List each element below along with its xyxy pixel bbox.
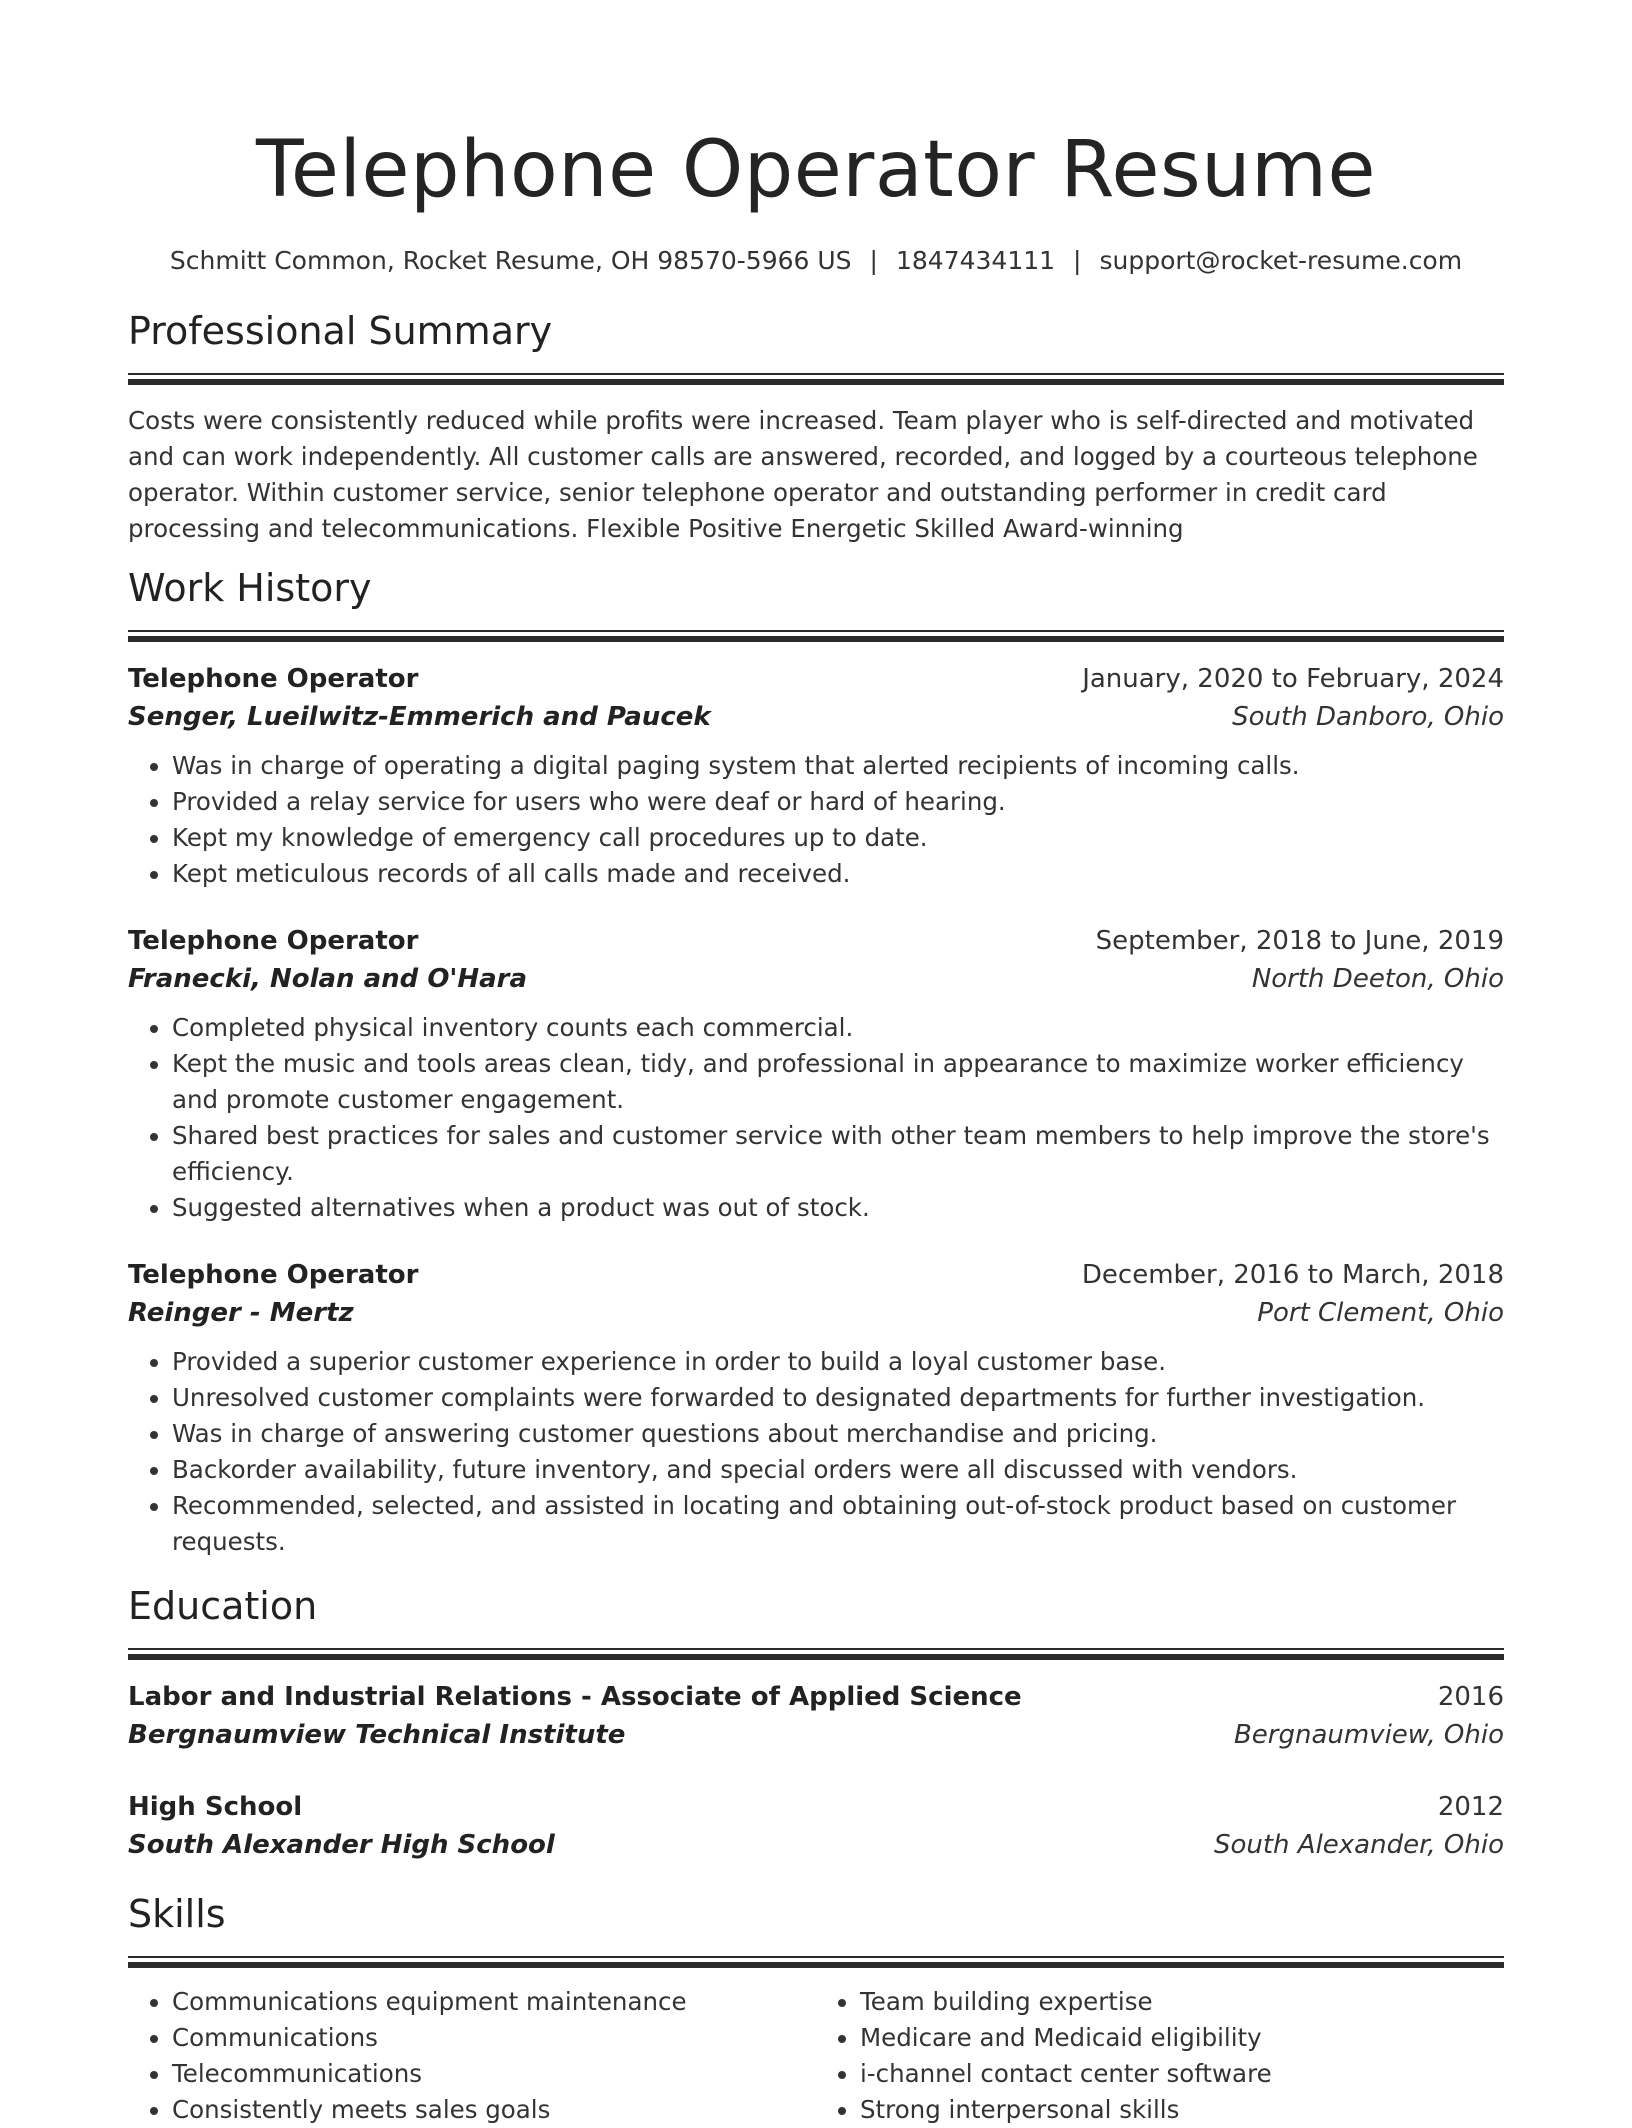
education-degree: High School	[128, 1792, 303, 1822]
section-heading-skills: Skills	[128, 1892, 226, 1936]
list-item: • Kept my knowledge of emergency call procedures up to date.	[172, 820, 1504, 856]
education-location: Bergnaumview, Ohio	[1233, 1720, 1504, 1750]
education-year: 2012	[1437, 1792, 1504, 1822]
list-item: • Communications equipment maintenance	[172, 1984, 816, 2020]
job-entry	[128, 1256, 1504, 1560]
job-company: Senger, Lueilwitz-Emmerich and Paucek	[128, 702, 711, 732]
section-heading-summary: Professional Summary	[128, 309, 553, 353]
list-item: • Kept the music and tools areas clean, tidy, and professional in appearance to maximize worker efficiency and promote customer engagement.	[172, 1046, 1504, 1118]
section-divider	[128, 630, 1504, 644]
job-location: South Danboro, Ohio	[1232, 702, 1504, 732]
skills-list-right	[816, 1984, 1504, 2128]
education-section	[128, 1580, 1504, 1864]
job-title: Telephone Operator	[128, 926, 419, 956]
list-item: • i-channel contact center software	[860, 2056, 1504, 2092]
skills-list-left	[128, 1984, 816, 2128]
contact-address: Schmitt Common, Rocket Resume, OH 98570-5966 US	[169, 246, 852, 275]
list-item: • Strong interpersonal skills	[860, 2092, 1504, 2128]
resume-title: Telephone Operator Resume	[255, 125, 1377, 215]
list-item: • Provided a superior customer experience in order to build a loyal customer base.	[172, 1344, 1504, 1380]
job-bullets	[128, 1344, 1504, 1560]
contact-line	[128, 244, 1504, 278]
education-entry	[128, 1788, 1504, 1864]
section-divider	[128, 1648, 1504, 1662]
list-item: • Telecommunications	[172, 2056, 816, 2092]
list-item: • Recommended, selected, and assisted in locating and obtaining out-of-stock product based on customer requests.	[172, 1488, 1504, 1560]
list-item: • Was in charge of answering customer questions about merchandise and pricing.	[172, 1416, 1504, 1452]
work-history-section	[128, 562, 1504, 1560]
list-item: • Kept meticulous records of all calls made and received.	[172, 856, 1504, 892]
list-item: • Provided a relay service for users who were deaf or hard of hearing.	[172, 784, 1504, 820]
list-item: • Medicare and Medicaid eligibility	[860, 2020, 1504, 2056]
list-item: • Backorder availability, future inventory, and special orders were all discussed with vendors.	[172, 1452, 1504, 1488]
list-item: • Was in charge of operating a digital paging system that alerted recipients of incoming calls.	[172, 748, 1504, 784]
list-item: • Team building expertise	[860, 1984, 1504, 2020]
list-item: • Shared best practices for sales and customer service with other team members to help improve the store's efficiency.	[172, 1118, 1504, 1190]
job-entry	[128, 660, 1504, 892]
job-company: Reinger - Mertz	[128, 1298, 354, 1328]
job-bullets	[128, 1010, 1504, 1226]
job-dates: September, 2018 to June, 2019	[1095, 926, 1504, 956]
list-item: • Consistently meets sales goals	[172, 2092, 816, 2128]
job-dates: January, 2020 to February, 2024	[1082, 664, 1504, 694]
job-title: Telephone Operator	[128, 664, 419, 694]
education-degree: Labor and Industrial Relations - Associate of Applied Science	[128, 1682, 1022, 1712]
job-dates: December, 2016 to March, 2018	[1081, 1260, 1504, 1290]
summary-text: Costs were consistently reduced while profits were increased. Team player who is self-directed and motivated and can work independently. All customer calls are answered, recorded, and logged by a courteous telephone operator. Within customer service, senior telephone operator and outstanding performer in credit card processing and telecommunications. Flexible Positive Energetic Skilled Award-winning	[128, 406, 1478, 543]
contact-separator: |	[1073, 246, 1082, 275]
skills-columns	[128, 1970, 1504, 2128]
contact-phone: 1847434111	[895, 246, 1056, 275]
education-school: Bergnaumview Technical Institute	[128, 1720, 626, 1750]
skills-section	[128, 1888, 1504, 2128]
section-heading-education: Education	[128, 1584, 318, 1628]
job-location: North Deeton, Ohio	[1251, 964, 1504, 994]
list-item: • Communications	[172, 2020, 816, 2056]
job-entry	[128, 922, 1504, 1226]
contact-separator: |	[869, 246, 878, 275]
education-entry	[128, 1678, 1504, 1754]
job-location: Port Clement, Ohio	[1257, 1298, 1504, 1328]
contact-email[interactable]: support@rocket-resume.com	[1099, 246, 1463, 275]
job-bullets	[128, 748, 1504, 892]
resume-page	[128, 0, 1504, 2128]
section-heading-work-history: Work History	[128, 566, 372, 610]
list-item: • Unresolved customer complaints were forwarded to designated departments for further investigation.	[172, 1380, 1504, 1416]
section-divider	[128, 1956, 1504, 1970]
list-item: • Suggested alternatives when a product was out of stock.	[172, 1190, 1504, 1226]
education-school: South Alexander High School	[128, 1830, 555, 1860]
job-company: Franecki, Nolan and O'Hara	[128, 964, 528, 994]
list-item: • Completed physical inventory counts each commercial.	[172, 1010, 1504, 1046]
section-divider	[128, 373, 1504, 387]
summary-section	[128, 305, 1504, 547]
education-year: 2016	[1437, 1682, 1504, 1712]
job-title: Telephone Operator	[128, 1260, 419, 1290]
education-location: South Alexander, Ohio	[1213, 1830, 1504, 1860]
